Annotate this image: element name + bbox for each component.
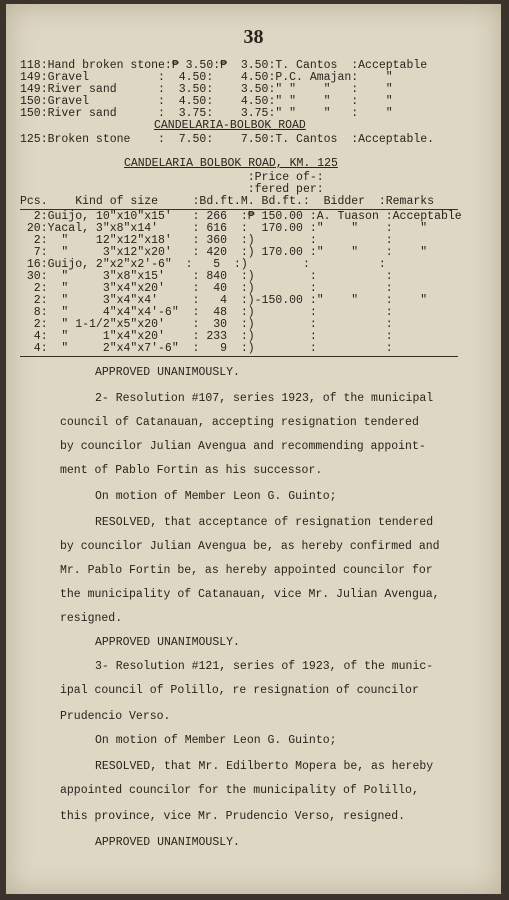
table-header-line: :Price of-: xyxy=(20,171,324,184)
table-row: 8: " 4"x4"x4'-6" : 48 :) : : xyxy=(20,306,393,319)
resolved-text: RESOLVED, that Mr. Edilberto Mopera be, as hereby xyxy=(95,760,434,773)
material-row: 149:Gravel : 4.50: 4.50:P.C. Amajan: " xyxy=(20,71,393,84)
approval-line: APPROVED UNANIMOUSLY. xyxy=(95,636,240,649)
resolution-text: 3- Resolution #121, series of 1923, of the munic- xyxy=(95,660,434,673)
table-row: 4: " 2"x4"x7'-6" : 9 :) : : xyxy=(20,342,393,355)
material-row: 149:River sand : 3.50: 3.50:" " " : " xyxy=(20,83,393,96)
resolution-text: ipal council of Polillo, re resignation of councilor xyxy=(60,684,419,697)
table-bottom-rule xyxy=(20,356,458,357)
motion-line: On motion of Member Leon G. Guinto; xyxy=(95,734,337,747)
material-row: 150:River sand : 3.75: 3.75:" " " : " xyxy=(20,107,393,120)
resolved-text: RESOLVED, that acceptance of resignation tendered xyxy=(95,516,434,529)
road-heading: CANDELARIA BOLBOK ROAD, KM. 125 xyxy=(124,157,338,170)
table-row: 2:Guijo, 10"x10"x15' : 266 :₱ 150.00 :A. Tuason :Acceptable xyxy=(20,210,462,223)
table-header-line: :fered per: xyxy=(20,183,324,196)
resolved-text: this province, vice Mr. Prudencio Verso, resigned. xyxy=(60,810,406,823)
table-header-line: Pcs. Kind of size :Bd.ft.M. Bd.ft.: Bidder :Remarks xyxy=(20,195,435,208)
table-row: 2: " 3"x4"x4' : 4 :)-150.00 :" " : " xyxy=(20,294,428,307)
motion-line: On motion of Member Leon G. Guinto; xyxy=(95,490,337,503)
resolution-text: council of Catanauan, accepting resignation tendered xyxy=(60,416,419,429)
section-subheading: CANDELARIA-BOLBOK ROAD xyxy=(154,119,306,132)
resolution-text: 2- Resolution #107, series 1923, of the municipal xyxy=(95,392,434,405)
table-row: 30: " 3"x8"x15' : 840 :) : : xyxy=(20,270,393,283)
resolved-text: Mr. Pablo Fortin be, as hereby appointed councilor for xyxy=(60,564,433,577)
resolved-text: by councilor Julian Avengua be, as hereby confirmed and xyxy=(60,540,440,553)
table-row: 16:Guijo, 2"x2"x2'-6" : 5 :) : : xyxy=(20,258,386,271)
resolution-text: Prudencio Verso. xyxy=(60,710,171,723)
resolution-text: ment of Pablo Fortin as his successor. xyxy=(60,464,323,477)
document-page xyxy=(6,4,501,894)
table-row: 2: " 3"x4"x20' : 40 :) : : xyxy=(20,282,393,295)
resolved-text: the municipality of Catanauan, vice Mr. Julian Avengua, xyxy=(60,588,440,601)
table-row: 2: " 1-1/2"x5"x20' : 30 :) : : xyxy=(20,318,393,331)
material-row: 125:Broken stone : 7.50: 7.50:T. Cantos :Acceptable. xyxy=(20,133,435,146)
resolved-text: resigned. xyxy=(60,612,123,625)
material-row: 150:Gravel : 4.50: 4.50:" " " : " xyxy=(20,95,393,108)
approval-line: APPROVED UNANIMOUSLY. xyxy=(95,366,240,379)
table-row: 20:Yacal, 3"x8"x14' : 616 : 170.00 :" " : " xyxy=(20,222,428,235)
table-row: 7: " 3"x12"x20' : 420 :) 170.00 :" " : " xyxy=(20,246,428,259)
approval-line: APPROVED UNANIMOUSLY. xyxy=(95,836,240,849)
resolution-text: by councilor Julian Avengua and recommending appoint- xyxy=(60,440,426,453)
table-row: 2: " 12"x12"x18' : 360 :) : : xyxy=(20,234,393,247)
resolved-text: appointed councilor for the municipality of Polillo, xyxy=(60,784,419,797)
page-number: 38 xyxy=(243,26,264,48)
material-row: 118:Hand broken stone:₱ 3.50:₱ 3.50:T. Cantos :Acceptable xyxy=(20,59,428,72)
table-row: 4: " 1"x4"x20' : 233 :) : : xyxy=(20,330,393,343)
